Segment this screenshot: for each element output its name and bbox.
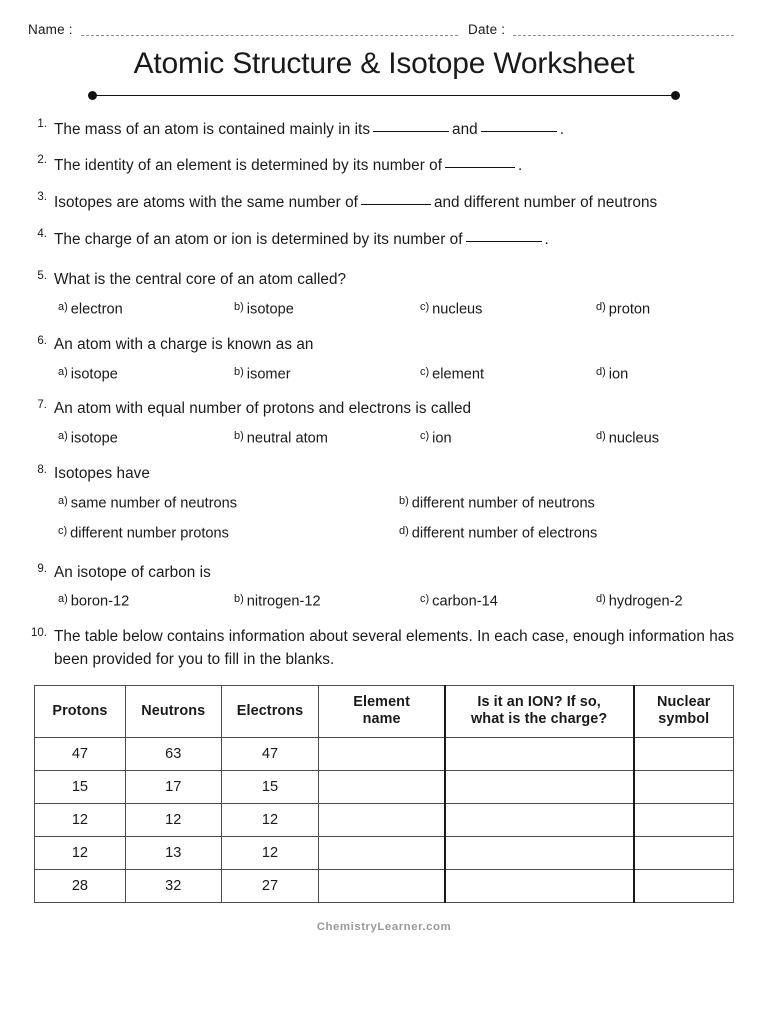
question-body [54,398,756,450]
page-title: Atomic Structure & Isotope Worksheet [133,47,635,80]
cell-electrons: 27 [221,869,319,902]
name-label: Name : [28,22,73,37]
cell-protons: 47 [35,737,126,770]
question-text-part: and different number of neutrons [433,194,658,212]
header-line-2: what is the charge? [471,711,608,728]
cell-protons: 12 [35,836,126,869]
option-letter: a) [58,430,68,443]
option-letter: b) [234,301,244,314]
cell-electrons: 15 [221,770,319,803]
title-block [28,47,740,101]
cell-protons: 12 [35,803,126,836]
option-label: ion [608,366,629,383]
option-a[interactable] [58,366,234,383]
divider-bar [92,95,676,97]
table-row [35,836,734,869]
cell-neutrons: 63 [125,737,221,770]
question-text-part: The mass of an atom is contained mainly in its [54,120,371,138]
cell-neutrons: 17 [125,770,221,803]
cell-electrons: 12 [221,803,319,836]
cell-neutrons: 13 [125,836,221,869]
column-header-nuclear-symbol [634,685,734,737]
name-date-row [28,0,740,39]
question-10 [28,626,740,672]
option-letter: d) [399,525,409,537]
question-text-part: and [452,120,478,138]
header-line-2: symbol [658,711,710,728]
cell-element-name[interactable] [319,836,445,869]
option-letter: b) [234,365,244,378]
question-number: 1. [37,117,47,130]
option-letter: a) [58,593,68,606]
question-text: The table below contains information about several elements. In each case, enough information has been provided for you to fill in the blanks. [54,627,735,668]
option-letter: c) [58,525,68,537]
option-label: boron-12 [70,593,130,610]
option-label: different number of neutrons [411,495,595,511]
cell-element-name[interactable] [319,869,445,902]
question-8 [28,463,740,550]
question-body [54,227,740,252]
option-row [54,593,756,610]
elements-table-wrapper [28,685,740,903]
table-header-row [35,685,734,737]
question-text-part: The identity of an element is determined by its number of [54,157,443,175]
cell-electrons: 12 [221,836,319,869]
question-number: 7. [37,399,47,412]
question-body [54,153,740,178]
column-header-element-name [319,685,445,737]
option-letter: a) [58,365,68,378]
question-text: What is the central core of an atom called? [54,271,347,289]
option-letter: c) [420,593,430,606]
question-text [54,227,740,252]
cell-element-name[interactable] [319,803,445,836]
option-d[interactable] [596,301,756,318]
name-field-group [28,22,464,39]
option-label: isotope [246,301,294,318]
option-row [54,366,756,383]
question-9 [28,562,740,614]
answer-blank[interactable] [466,227,542,242]
site-credit: ChemistryLearner.com [316,920,452,933]
cell-protons: 15 [35,770,126,803]
question-number: 9. [37,562,47,575]
option-letter: d) [596,593,606,606]
option-label: nitrogen-12 [246,593,321,610]
cell-electrons: 47 [221,737,319,770]
answer-blank[interactable] [445,153,515,168]
question-text [54,117,740,142]
question-5 [28,269,740,321]
option-label: element [432,366,485,383]
cell-nuclear-symbol[interactable] [634,737,734,770]
cell-nuclear-symbol[interactable] [634,803,734,836]
question-text-part: . [559,120,565,138]
option-b[interactable] [234,366,420,383]
option-d[interactable] [596,366,756,383]
option-row [54,430,756,447]
question-2 [28,153,740,178]
option-label: nucleus [608,430,660,447]
option-c[interactable] [420,366,596,383]
option-letter: d) [596,430,606,443]
option-letter: a) [58,494,68,507]
question-text-part: . [544,231,549,249]
header-line-1: Is it an ION? If so, [477,693,601,710]
question-1 [28,117,740,142]
header-line-1: Element [353,693,410,710]
option-label: different number of electrons [411,525,598,542]
cell-element-name[interactable] [319,770,445,803]
option-label: carbon-14 [432,593,498,610]
question-text: An isotope of carbon is [54,563,211,581]
option-b[interactable] [234,593,420,610]
option-row [54,301,756,318]
question-text-part: . [518,157,523,175]
cell-ion-charge[interactable] [445,737,634,770]
option-c[interactable] [420,593,596,610]
question-body [54,269,756,321]
table-row [35,770,734,803]
option-letter: a) [58,301,68,314]
option-label: isomer [246,366,291,383]
header-line-1: Nuclear [657,693,711,710]
option-letter: c) [420,301,430,314]
option-label: same number of neutrons [70,495,238,511]
option-letter: b) [234,430,244,443]
table-row [35,737,734,770]
question-text [54,153,740,178]
question-text: An atom with a charge is known as an [54,335,314,353]
option-label: hydrogen-2 [608,593,683,610]
option-c[interactable] [58,525,399,542]
name-input-line[interactable] [81,25,458,36]
option-row [54,495,740,556]
option-label: different number protons [70,525,229,542]
question-text: Isotopes have [54,464,150,482]
cell-ion-charge[interactable] [445,770,634,803]
option-d[interactable] [596,430,756,447]
question-number: 2. [37,154,47,167]
cell-nuclear-symbol[interactable] [634,770,734,803]
question-text-part: The charge of an atom or ion is determined by its number of [54,231,463,249]
question-body [54,190,740,215]
table-row [35,869,734,902]
question-number: 8. [37,463,47,476]
question-6 [28,334,740,386]
question-body [54,626,740,672]
question-4 [28,227,740,252]
cell-nuclear-symbol[interactable] [634,869,734,902]
question-number: 6. [37,334,47,347]
option-a[interactable] [58,430,234,447]
cell-neutrons: 12 [125,803,221,836]
question-body [54,117,740,142]
option-b[interactable] [399,495,740,512]
elements-table [34,685,734,903]
date-input-line[interactable] [513,25,734,36]
option-label: isotope [70,366,118,383]
option-letter: d) [596,365,606,378]
column-header-electrons: Electrons [221,685,319,737]
question-body [54,463,740,550]
divider-dot-right-icon [671,91,680,100]
option-a[interactable] [58,593,234,610]
title-divider [88,91,680,101]
question-body [54,334,756,386]
option-b[interactable] [234,430,420,447]
option-c[interactable] [420,301,596,318]
question-text: An atom with equal number of protons and electrons is called [54,400,472,418]
cell-nuclear-symbol[interactable] [634,836,734,869]
option-label: electron [70,301,123,318]
question-number: 10. [31,626,47,639]
option-d[interactable] [596,593,756,610]
cell-protons: 28 [35,869,126,902]
column-header-ion-charge [445,685,634,737]
question-text [54,190,740,215]
option-a[interactable] [58,495,399,512]
column-header-protons: Protons [35,685,126,737]
option-letter: b) [234,593,244,606]
option-label: neutral atom [246,430,328,447]
question-3 [28,190,740,215]
question-7 [28,398,740,450]
cell-neutrons: 32 [125,869,221,902]
table-row [35,803,734,836]
question-number: 3. [37,191,47,204]
option-label: ion [432,430,452,447]
option-label: isotope [70,430,118,447]
option-b[interactable] [234,301,420,318]
answer-blank[interactable] [373,117,449,132]
cell-ion-charge[interactable] [445,836,634,869]
cell-ion-charge[interactable] [445,803,634,836]
option-letter: c) [420,430,430,443]
cell-element-name[interactable] [319,737,445,770]
option-letter: d) [596,301,606,314]
column-header-neutrons: Neutrons [125,685,221,737]
answer-blank[interactable] [481,117,557,132]
option-label: nucleus [432,301,483,318]
date-field-group [468,22,740,39]
option-letter: b) [399,494,409,507]
option-label: proton [608,301,651,318]
option-c[interactable] [420,430,596,447]
question-number: 5. [37,270,47,283]
question-list [28,117,740,672]
option-a[interactable] [58,301,234,318]
option-d[interactable] [399,525,740,542]
header-line-2: name [362,711,401,728]
date-label: Date : [468,22,506,37]
question-body [54,562,756,614]
option-letter: c) [420,365,430,378]
answer-blank[interactable] [361,190,431,205]
cell-ion-charge[interactable] [445,869,634,902]
question-text-part: Isotopes are atoms with the same number of [54,194,358,212]
question-number: 4. [37,228,47,241]
